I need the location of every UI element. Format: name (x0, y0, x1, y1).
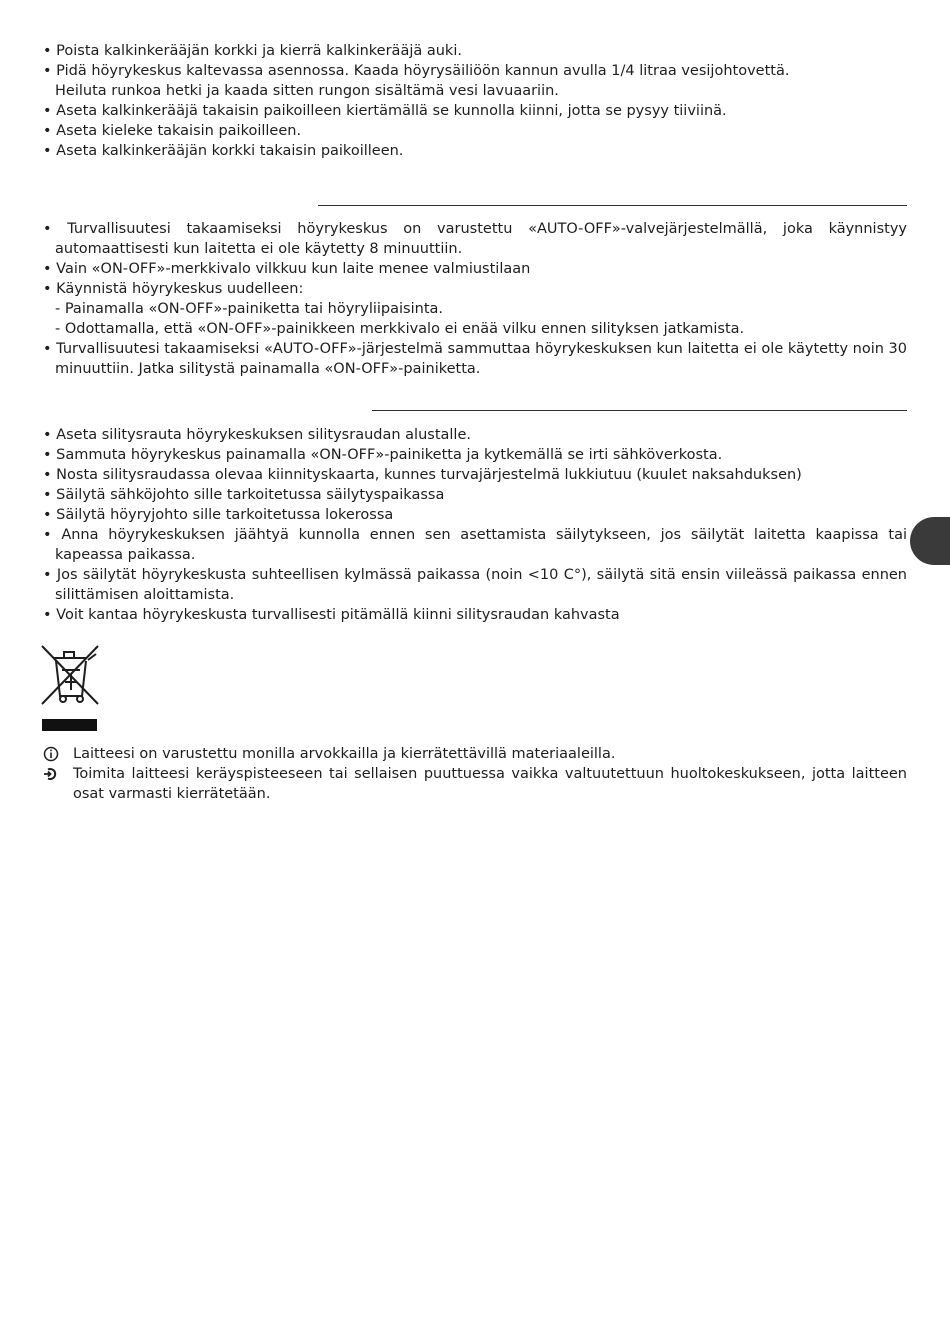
section-divider (372, 410, 907, 411)
storage-step: • Voit kantaa höyrykeskusta turvallisesti pitämällä kiinni silitysraudan kahvasta (43, 605, 907, 625)
auto-off-substep: - Odottamalla, että «ON-OFF»-painikkeen merkkivalo ei enää vilku ennen silityksen jatkamista. (43, 319, 907, 339)
maintenance-step: • Aseta kalkinkerääjän korkki takaisin paikoilleen. (43, 141, 907, 161)
auto-off-substep: - Painamalla «ON-OFF»-painiketta tai höyryliipaisinta. (43, 299, 907, 319)
auto-off-info: • Turvallisuutesi takaamiseksi höyrykeskus on varustettu «AUTO-OFF»-valvejärjestelmällä, joka käynnistyy automaattisesti kun laitetta ei ole käytetty 8 minuuttiin. (43, 219, 907, 259)
maintenance-step: • Aseta kieleke takaisin paikoilleen. (43, 121, 907, 141)
storage-step: • Aseta silitysrauta höyrykeskuksen silitysraudan alustalle. (43, 425, 907, 445)
page-tab-marker (910, 517, 950, 565)
storage-step: • Nosta silitysraudassa olevaa kiinnityskaarta, kunnes turvajärjestelmä lukkiutuu (kuulet naksahduksen) (43, 465, 907, 485)
maintenance-step: • Aseta kalkinkerääjä takaisin paikoilleen kiertämällä se kunnolla kiinni, jotta se pysyy tiiviinä. (43, 101, 907, 121)
recycling-info (43, 744, 907, 764)
storage-step: • Säilytä sähköjohto sille tarkoitetussa säilytyspaikassa (43, 485, 907, 505)
auto-off-info: • Vain «ON-OFF»-merkkivalo vilkkuu kun laite menee valmiustilaan (43, 259, 907, 279)
auto-off-info: • Turvallisuutesi takaamiseksi «AUTO-OFF»-järjestelmä sammuttaa höyrykeskuksen kun laitetta ei ole käytetty noin 30 minuuttiin. Jatka silitystä painamalla «ON-OFF»-painiketta. (43, 339, 907, 379)
recycling-info-text: Laitteesi on varustettu monilla arvokkailla ja kierrätettävillä materiaaleilla. (73, 746, 616, 762)
maintenance-step: • Poista kalkinkerääjän korkki ja kierrä kalkinkerääjä auki. (43, 41, 907, 61)
recycling-instruction-text: Toimita laitteesi keräyspisteeseen tai sellaisen puuttuessa vaikka valtuutettuun huoltokeskukseen, jotta laitteen osat varmasti kierrätetään. (73, 766, 907, 802)
storage-step: • Sammuta höyrykeskus painamalla «ON-OFF»-painiketta ja kytkemällä se irti sähköverkosta. (43, 445, 907, 465)
storage-step: • Anna höyrykeskuksen jäähtyä kunnolla ennen sen asettamista säilytykseen, jos säilytät laitetta kaapissa tai kapeassa paikassa. (43, 525, 907, 565)
auto-off-info: • Käynnistä höyrykeskus uudelleen: (43, 279, 907, 299)
maintenance-step-continued: Heiluta runkoa hetki ja kaada sitten rungon sisältämä vesi lavuaariin. (55, 83, 559, 99)
section-divider (318, 205, 907, 206)
info-circle-icon (43, 746, 59, 762)
maintenance-step: • Pidä höyrykeskus kaltevassa asennossa. Kaada höyrysäiliöön kannun avulla 1/4 litraa vesijohtovettä. (43, 61, 907, 81)
arrow-right-circle-icon (43, 766, 59, 782)
storage-step: • Säilytä höyryjohto sille tarkoitetussa lokerossa (43, 505, 907, 525)
storage-step: • Jos säilytät höyrykeskusta suhteellisen kylmässä paikassa (noin <10 C°), säilytä sitä ensin viileässä paikassa ennen silittämisen aloittamista. (43, 565, 907, 605)
crossed-out-wheelie-bin-icon (40, 644, 100, 734)
recycling-instruction (43, 764, 907, 804)
